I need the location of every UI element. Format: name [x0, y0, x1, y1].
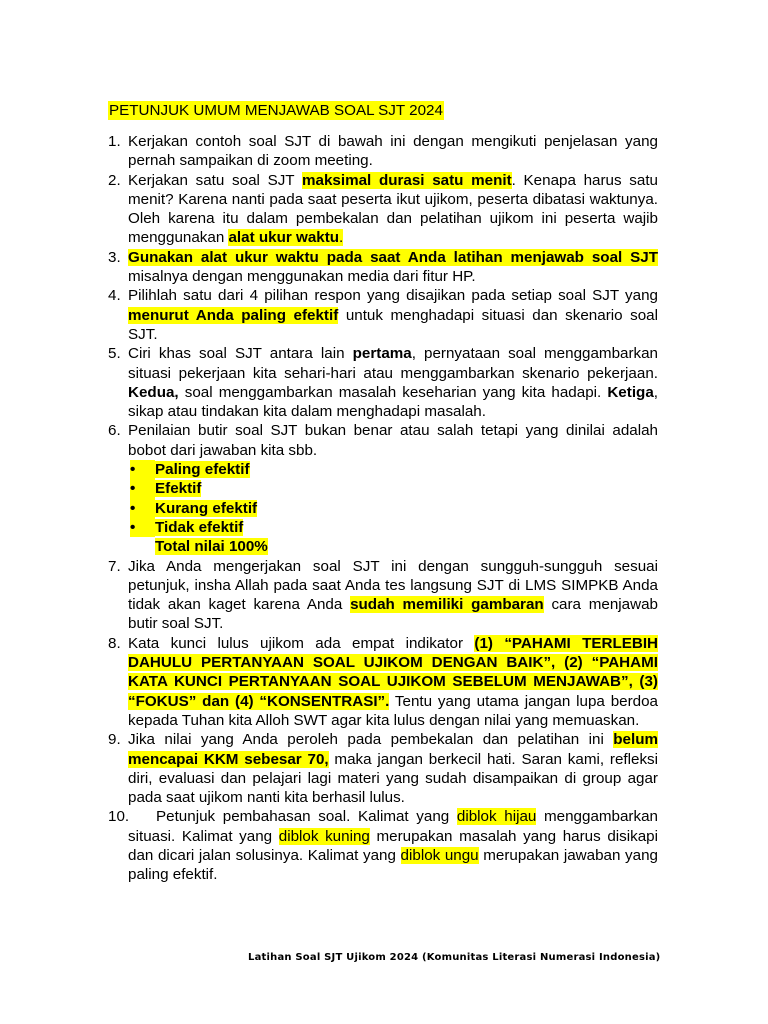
- list-item: [108, 132, 658, 171]
- item-text: [128, 132, 658, 171]
- list-item: [108, 730, 658, 807]
- list-item: [108, 171, 658, 248]
- highlighted-text: maksimal durasi satu menit: [302, 171, 512, 189]
- text-run: Ciri khas soal SJT antara lain: [128, 345, 353, 363]
- highlighted-text: sudah memiliki gambaran: [350, 596, 544, 614]
- highlighted-text: menurut Anda paling efektif: [128, 306, 339, 324]
- weight-item: [108, 518, 658, 537]
- item-number: 1.: [108, 133, 121, 150]
- weight-item: [108, 460, 658, 479]
- text-run: maka jangan berkecil hati. Saran kami, refleksi diri, evaluasi dan pelajari lagi materi yang sudah disampaikan di group agar pada saat ujikom nanti kita berhasil lulus.: [128, 750, 658, 807]
- item-text: [128, 730, 658, 807]
- bullet-icon: •: [130, 518, 155, 537]
- list-item: [108, 807, 658, 884]
- text-run: Tentu yang utama jangan lupa berdoa kepada Tuhan kita Alloh SWT agar kita lulus dengan nilai yang memuaskan.: [128, 692, 658, 729]
- item-number: 8.: [108, 634, 121, 652]
- highlighted-text: (1) “PAHAMI TERLEBIH DAHULU PERTANYAAN SOAL UJIKOM DENGAN BAIK”, (2) “PAHAMI KATA KUNCI PERTANYAAN SOAL UJIKOM SEBELUM MENJAWAB”, (3) “FOKUS” dan (4) “KONSENTRASI”.: [128, 634, 659, 710]
- highlighted-text: Gunakan alat ukur waktu pada saat Anda latihan menjawab soal SJT: [128, 248, 658, 266]
- item-number: 10.: [108, 808, 130, 826]
- text-run: Petunjuk pembahasan soal. Kalimat yang: [156, 808, 457, 826]
- text-run: Kerjakan satu soal SJT: [128, 171, 303, 189]
- weight-label: Tidak efektif: [155, 518, 244, 536]
- list-item: [108, 557, 658, 634]
- item-number: 4.: [108, 287, 121, 305]
- item-number: 2.: [108, 171, 121, 189]
- item-text: [128, 557, 658, 634]
- item-text: [128, 807, 658, 884]
- highlighted-text: diblok ungu: [400, 846, 479, 864]
- text-run: untuk menghadapi situasi dan skenario soal SJT.: [128, 306, 658, 343]
- total-label: Total nilai 100%: [155, 538, 268, 556]
- item-text: [128, 344, 658, 421]
- text-run: Pilihlah satu dari 4 pilihan respon yang disajikan pada setiap soal SJT yang: [128, 287, 658, 305]
- item-number: 6.: [108, 422, 121, 440]
- highlighted-text: diblok hijau: [456, 808, 537, 826]
- text-run: Kerjakan contoh soal SJT di bawah ini dengan mengikuti penjelasan yang pernah sampaikan di zoom meeting.: [128, 133, 658, 170]
- item-number: 5.: [108, 345, 121, 363]
- highlighted-text: .: [339, 229, 344, 247]
- item-text: [128, 286, 658, 344]
- list-item: [108, 286, 658, 344]
- list-item: [108, 344, 658, 421]
- weight-item: [108, 479, 658, 498]
- item-number: 7.: [108, 557, 121, 575]
- text-run: Penilaian butir soal SJT bukan benar atau salah tetapi yang dinilai adalah bobot dari jawaban kita sbb.: [128, 422, 658, 459]
- text-run: soal menggambarkan masalah keseharian yang kita hadapi.: [178, 383, 608, 401]
- list-item: [108, 634, 658, 730]
- highlighted-text: diblok kuning: [278, 827, 370, 845]
- item-text: [128, 248, 658, 287]
- text-run: menggambarkan situasi. Kalimat yang: [128, 808, 658, 845]
- weight-label: Paling efektif: [155, 461, 250, 479]
- text-run: pertama: [352, 345, 412, 363]
- text-run: Ketiga: [607, 383, 654, 401]
- text-run: , sikap atau tindakan kita dalam menghadapi masalah.: [128, 383, 658, 421]
- highlighted-text: alat ukur waktu: [228, 229, 340, 247]
- bullet-icon: •: [130, 460, 155, 479]
- weight-list: [108, 460, 658, 537]
- text-run: Kedua,: [128, 383, 179, 401]
- text-run: merupakan masalah yang harus disikapi dan dicari jalan solusinya. Kalimat yang: [128, 827, 658, 864]
- page-footer: Latihan Soal SJT Ujikom 2024 (Komunitas Literasi Numerasi Indonesia): [248, 952, 661, 963]
- instruction-list: [108, 132, 658, 885]
- weight-item: [108, 499, 658, 518]
- highlighted-text: belum mencapai KKM sebesar 70,: [128, 731, 658, 768]
- weight-label: Kurang efektif: [155, 499, 258, 517]
- total-score: [108, 537, 658, 556]
- item-number: 3.: [108, 248, 121, 266]
- page-title: PETUNJUK UMUM MENJAWAB SOAL SJT 2024: [109, 102, 443, 119]
- item-text: [128, 171, 658, 248]
- item-text: [128, 634, 658, 730]
- item-text: [128, 421, 658, 460]
- text-run: Kata kunci lulus ujikom ada empat indikator: [128, 634, 475, 652]
- weight-label: Efektif: [155, 480, 202, 498]
- bullet-icon: •: [130, 499, 155, 518]
- text-run: merupakan jawaban yang paling efektif.: [128, 846, 658, 884]
- text-run: , pernyataan soal menggambarkan situasi pekerjaan kita sehari-hari atau menggambarkan skenario pekerjaan.: [128, 345, 659, 382]
- item-number: 9.: [108, 731, 121, 749]
- text-run: Jika Anda mengerjakan soal SJT ini dengan sungguh-sungguh sesuai petunjuk, insha Allah pada saat Anda tes langsung SJT di LMS SIMPKB Anda tidak akan kaget karena Anda: [128, 557, 658, 614]
- text-run: misalnya dengan menggunakan media dari fitur HP.: [128, 268, 476, 286]
- list-item: [108, 248, 658, 287]
- list-item: [108, 421, 658, 460]
- bullet-icon: •: [130, 479, 155, 498]
- text-run: . Kenapa harus satu menit? Karena nanti pada saat peserta ikut ujikom, peserta dibatasi waktunya. Oleh karena itu dalam pembekalan dan pelatihan ujikom ini peserta wajib menggunakan: [128, 171, 658, 247]
- text-run: cara menjawab butir soal SJT.: [128, 596, 658, 633]
- text-run: Jika nilai yang Anda peroleh pada pembekalan dan pelatihan ini: [128, 731, 614, 749]
